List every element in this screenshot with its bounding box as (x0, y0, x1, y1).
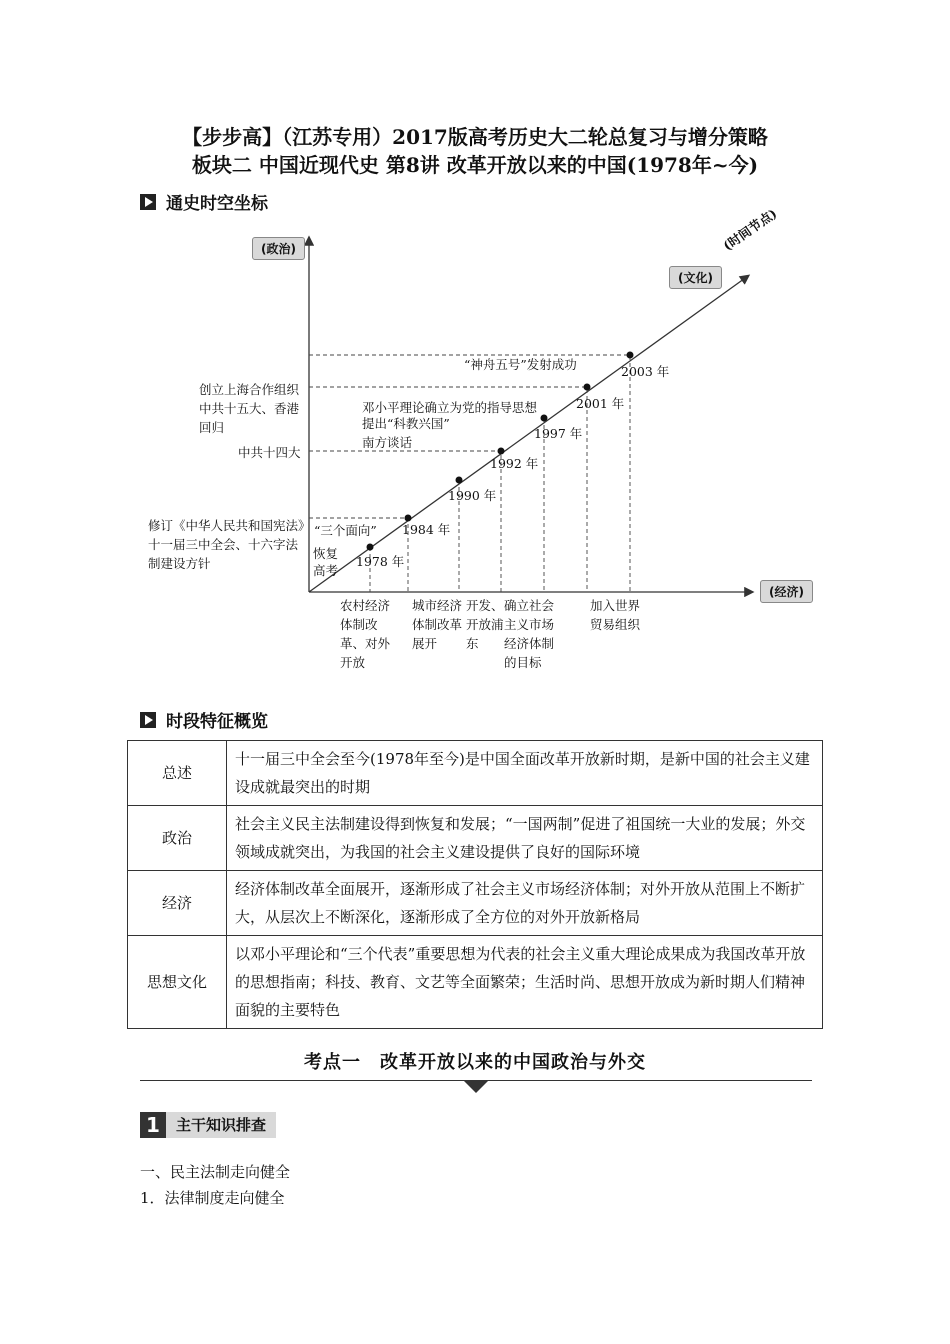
point-2001 (584, 384, 591, 391)
table-row (128, 936, 823, 1029)
point-2003 (627, 352, 634, 359)
politics-1978-line1: 修订《中华人民共和国宪法》 (148, 518, 311, 533)
politics-1997-line1: 创立上海合作组织 (199, 382, 300, 397)
box-label: 主干知识排查 (166, 1112, 276, 1138)
year-1992: 1992 年 (490, 456, 539, 471)
table-row (128, 871, 823, 936)
overview-heading (140, 707, 268, 732)
point-1997 (541, 415, 548, 422)
year-1978: 1978 年 (356, 554, 405, 569)
year-1997: 1997 年 (534, 426, 583, 441)
economy-1984: 城市经济体制改革展开 (412, 598, 463, 651)
kaodian-title: 考点一 改革开放以来的中国政治与外交 (304, 1052, 646, 1073)
economy-1990: 开发、开放浦东 (466, 598, 504, 651)
culture-1978-line1: 恢复 (313, 546, 339, 561)
doc-title-line1: 【步步高】（江苏专用）2017版高考历史大二轮总复习与增分策略 (182, 125, 768, 149)
culture-1992: 南方谈话 (362, 435, 413, 450)
row-key: 政治 (128, 806, 227, 871)
point-1978 (367, 544, 374, 551)
economy-1978: 农村经济体制改革、对外开放 (340, 598, 391, 670)
row-key: 总述 (128, 741, 227, 806)
culture-1978-line2: 高考 (313, 563, 339, 578)
row-value: 经济体制改革全面展开，逐渐形成了社会主义市场经济体制；对外开放从范围上不断扩大，从层次上不断深化，逐渐形成了全方位的对外开放新格局 (227, 871, 823, 936)
year-1990: 1990 年 (448, 488, 497, 503)
overview-heading-text: 时段特征概览 (166, 712, 268, 732)
year-1984: 1984 年 (402, 522, 451, 537)
row-value: 十一届三中全会至今(1978年至今)是中国全面改革开放新时期，是新中国的社会主义建设成就最突出的时期 (227, 741, 823, 806)
doc-title-line2: 板块二 中国近现代史 第8讲 改革开放以来的中国(1978年~今) (191, 153, 759, 177)
politics-1978-line3: 制建设方针 (148, 556, 211, 571)
row-value: 以邓小平理论和“三个代表”重要思想为代表的社会主义重大理论成果成为我国改革开放的思想指南；科技、教育、文艺等全面繁荣；生活时尚、思想开放成为新时期人们精神面貌的主要特色 (227, 936, 823, 1029)
row-key: 思想文化 (128, 936, 227, 1029)
overview-table (127, 740, 823, 1029)
table-row (128, 806, 823, 871)
play-icon (140, 712, 156, 728)
economy-1992: 确立社会主义市场经济体制的目标 (504, 598, 555, 670)
table-row (128, 741, 823, 806)
culture-1997: 邓小平理论确立为党的指导思想 (362, 400, 538, 415)
politics-1992: 中共十四大 (238, 445, 301, 460)
axis-time-label: (时间节点) (720, 205, 780, 254)
down-triangle-icon (464, 1081, 488, 1093)
timeline-heading-text: 通史时空坐标 (166, 194, 268, 214)
culture-2003: “神舟五号”发射成功 (464, 357, 577, 372)
economy-2001: 加入世界贸易组织 (590, 598, 641, 632)
main-knowledge-box (140, 1112, 276, 1138)
year-2001: 2001 年 (576, 396, 625, 411)
culture-1995: 提出“科教兴国” (362, 416, 450, 431)
point-1990 (456, 477, 463, 484)
row-key: 经济 (128, 871, 227, 936)
box-number: 1 (140, 1112, 166, 1138)
axis-politics-tag: (政治) (252, 237, 305, 260)
body-line-2: 1．法律制度走向健全 (140, 1189, 285, 1207)
body-line-1: 一、民主法制走向健全 (140, 1163, 291, 1181)
culture-1984: “三个面向” (314, 523, 377, 538)
politics-1997-line2: 中共十五大、香港 (199, 401, 300, 416)
politics-1997-line3: 回归 (199, 420, 225, 435)
axis-economy-tag: (经济) (760, 580, 813, 603)
year-2003: 2003 年 (621, 364, 670, 379)
politics-1978-line2: 十一届三中全会、十六字法 (148, 537, 299, 552)
axis-culture-tag: (文化) (669, 266, 722, 289)
row-value: 社会主义民主法制建设得到恢复和发展；“一国两制”促进了祖国统一大业的发展；外交领域成就突出，为我国的社会主义建设提供了良好的国际环境 (227, 806, 823, 871)
